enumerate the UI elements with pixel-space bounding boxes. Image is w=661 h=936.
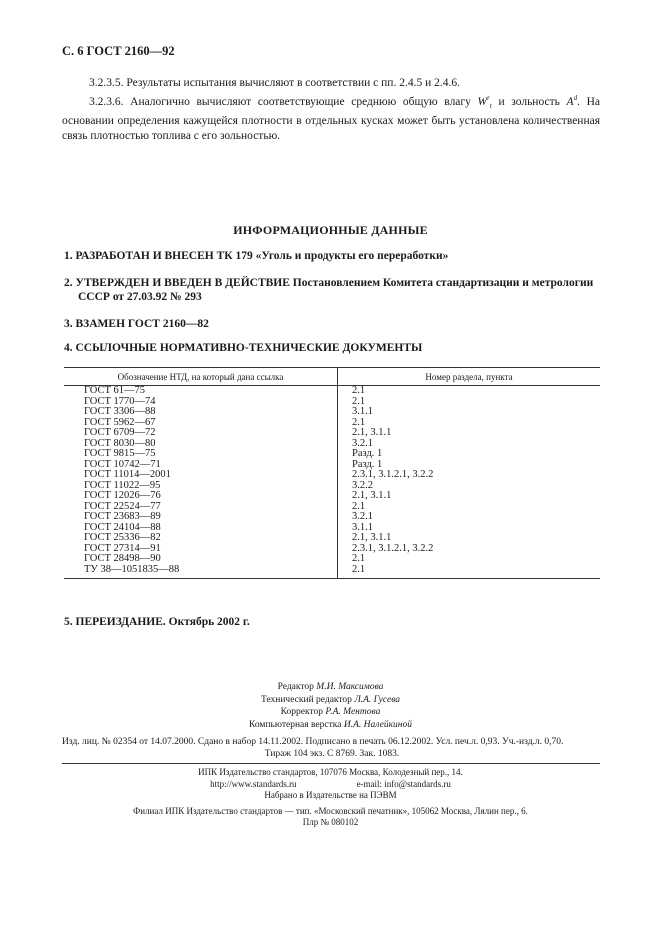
item1-rest: «Уголь и продукты его переработки» [255,250,449,262]
corrector-label: Корректор [280,707,324,717]
cell-document: ГОСТ 8030—80 [64,439,338,450]
cell-section: 3.2.1 [352,511,373,522]
info-item-3 [64,317,600,331]
email-link[interactable]: e-mail: info@standards.ru [356,778,451,789]
item5-rest: Октябрь 2002 г. [168,616,250,628]
table-row [64,554,600,565]
cell-document: ГОСТ 10742—71 [64,460,338,471]
cell-document: ГОСТ 22524—77 [64,502,338,513]
layout-name: И.А. Налейкиной [343,719,412,730]
moisture-sup: r [487,94,490,102]
tech-editor-name: Л.А. Гусева [354,694,401,705]
p2-text-b: и зольность [491,95,567,108]
cell-section: 2.1 [352,416,366,428]
cell-document: ГОСТ 23683—89 [64,512,338,523]
table-row [64,491,600,502]
item3-text: 3. ВЗАМЕН ГОСТ 2160—82 [64,318,209,330]
table-row [64,565,600,579]
info-item-4 [64,341,600,355]
credit-corrector [0,706,661,719]
publisher-footer [0,767,661,829]
ash-sup: d [573,94,578,102]
footer-line-4: Филиал ИПК Издательство стандартов — тип. «Московский печатник», 105062 Москва, Лялин пер., 6. [133,805,528,816]
ash-symbol: A [566,95,574,108]
cell-section: 3.1.1 [352,521,373,533]
cell-document: ГОСТ 25336—82 [64,533,338,544]
cell-document: ГОСТ 28498—90 [64,554,338,565]
table-body [64,386,600,579]
item5-bold: ПЕРЕИЗДАНИЕ. [75,616,166,628]
imprint-line-1: Изд. лиц. № 02354 от 14.07.2000. Сдано в набор 14.11.2002. Подписано в печать 06.12.2002. Усл. печ.л. 0,93. Уч.-изд.л. 0,70. [62,737,564,747]
item2-rest: Постановлением Комитета стандартизации и метрологии СССР от 27.03.92 № 293 [78,277,594,303]
col-header-section: Номер раздела, пункта [338,368,601,386]
cell-section: 2.1, 3.1.1 [352,532,392,543]
table-row [64,470,600,481]
table-row [64,386,600,397]
item5-num: 5. [64,616,73,628]
table-row [64,407,600,418]
paragraph-3-2-3-5: 3.2.3.5. Результаты испытания вычисляют в соответствии с пп. 2.4.5 и 2.4.6. [89,77,460,89]
footer-line-5: Плр № 080102 [302,817,359,827]
cell-document: ГОСТ 27314—91 [64,544,338,555]
footer-line-2 [0,779,661,791]
editor-label: Редактор [277,682,314,692]
cell-section: 2.1 [352,395,366,407]
item4-text: 4. ССЫЛОЧНЫЕ НОРМАТИВНО-ТЕХНИЧЕСКИЕ ДОКУМЕНТЫ [64,342,423,354]
credits-block [0,681,661,731]
cell-document: ГОСТ 6709—72 [64,428,338,439]
cell-section: Разд. 1 [352,458,383,470]
cell-document: ТУ 38—1051835—88 [64,565,338,579]
cell-section: 2.1, 3.1.1 [352,427,392,438]
info-title: ИНФОРМАЦИОННЫЕ ДАННЫЕ [233,223,428,237]
cell-document: ГОСТ 24104—88 [64,523,338,534]
imprint-line-2: Тираж 104 экз. С 8769. Зак. 1083. [264,749,400,759]
cell-section: 2.3.1, 3.1.2.1, 3.2.2 [352,542,434,554]
info-item-1 [64,249,600,263]
p2-text-c: . На основании определения кажущейся плотности в отдельных кусках может быть установлена количественная связь плотностью топлива с его зольностью. [62,95,600,143]
paragraph-3-2-3-6 [62,91,600,144]
item1-num: 1. [64,250,73,262]
cell-document: ГОСТ 61—75 [64,386,338,397]
cell-document: ГОСТ 9815—75 [64,449,338,460]
references-table [64,367,600,579]
p2-text-a: 3.2.3.6. Аналогично вычисляют соответствующие среднюю общую влагу [89,95,478,108]
item2-bold: УТВЕРЖДЕН И ВВЕДЕН В ДЕЙСТВИЕ [75,277,290,289]
credit-layout [0,719,661,732]
col-header-document: Обозначение НТД, на который дана ссылка [64,368,338,386]
cell-document: ГОСТ 11022—95 [64,481,338,492]
footer-line-1: ИПК Издательство стандартов, 107076 Москва, Колодезный пер., 14. [198,767,463,777]
cell-document: ГОСТ 5962—67 [64,418,338,429]
cell-section: 2.1 [338,565,601,579]
cell-section: 3.2.2 [352,479,373,491]
credit-tech-editor [0,694,661,707]
cell-section: 3.1.1 [352,406,373,417]
cell-section: 2.3.1, 3.1.2.1, 3.2.2 [352,469,434,480]
item1-bold: РАЗРАБОТАН И ВНЕСЕН ТК 179 [75,250,253,262]
table-row [64,449,600,460]
cell-document: ГОСТ 12026—76 [64,491,338,502]
footer-line-3: Набрано в Издательстве на ПЭВМ [264,790,397,800]
cell-section: Разд. 1 [352,448,383,459]
moisture-symbol: W [477,95,488,108]
table-header-row [64,368,600,386]
moisture-sub: t [489,102,492,111]
cell-document: ГОСТ 1770—74 [64,397,338,408]
table-row [64,428,600,439]
table-row [64,512,600,523]
editor-name: М.И. Максимова [316,682,384,692]
cell-document: ГОСТ 11014—2001 [64,470,338,481]
cell-section: 2.1 [352,385,366,396]
cell-section: 2.1, 3.1.1 [352,490,392,501]
website-link[interactable]: http://www.standards.ru [210,778,297,789]
item2-num: 2. [64,277,73,289]
tech-editor-label: Технический редактор [260,694,352,705]
info-item-2 [64,276,600,304]
credit-editor [0,681,661,694]
cell-document: ГОСТ 3306—88 [64,407,338,418]
corrector-name: Р.А. Ментова [325,707,381,717]
divider [62,763,600,764]
cell-section: 3.2.1 [352,437,373,449]
cell-section: 2.1 [352,553,366,564]
layout-label: Компьютерная верстка [249,719,342,730]
info-item-5 [64,615,600,629]
cell-section: 2.1 [352,500,366,512]
table-row [64,533,600,544]
page-header: С. 6 ГОСТ 2160—92 [62,44,175,58]
